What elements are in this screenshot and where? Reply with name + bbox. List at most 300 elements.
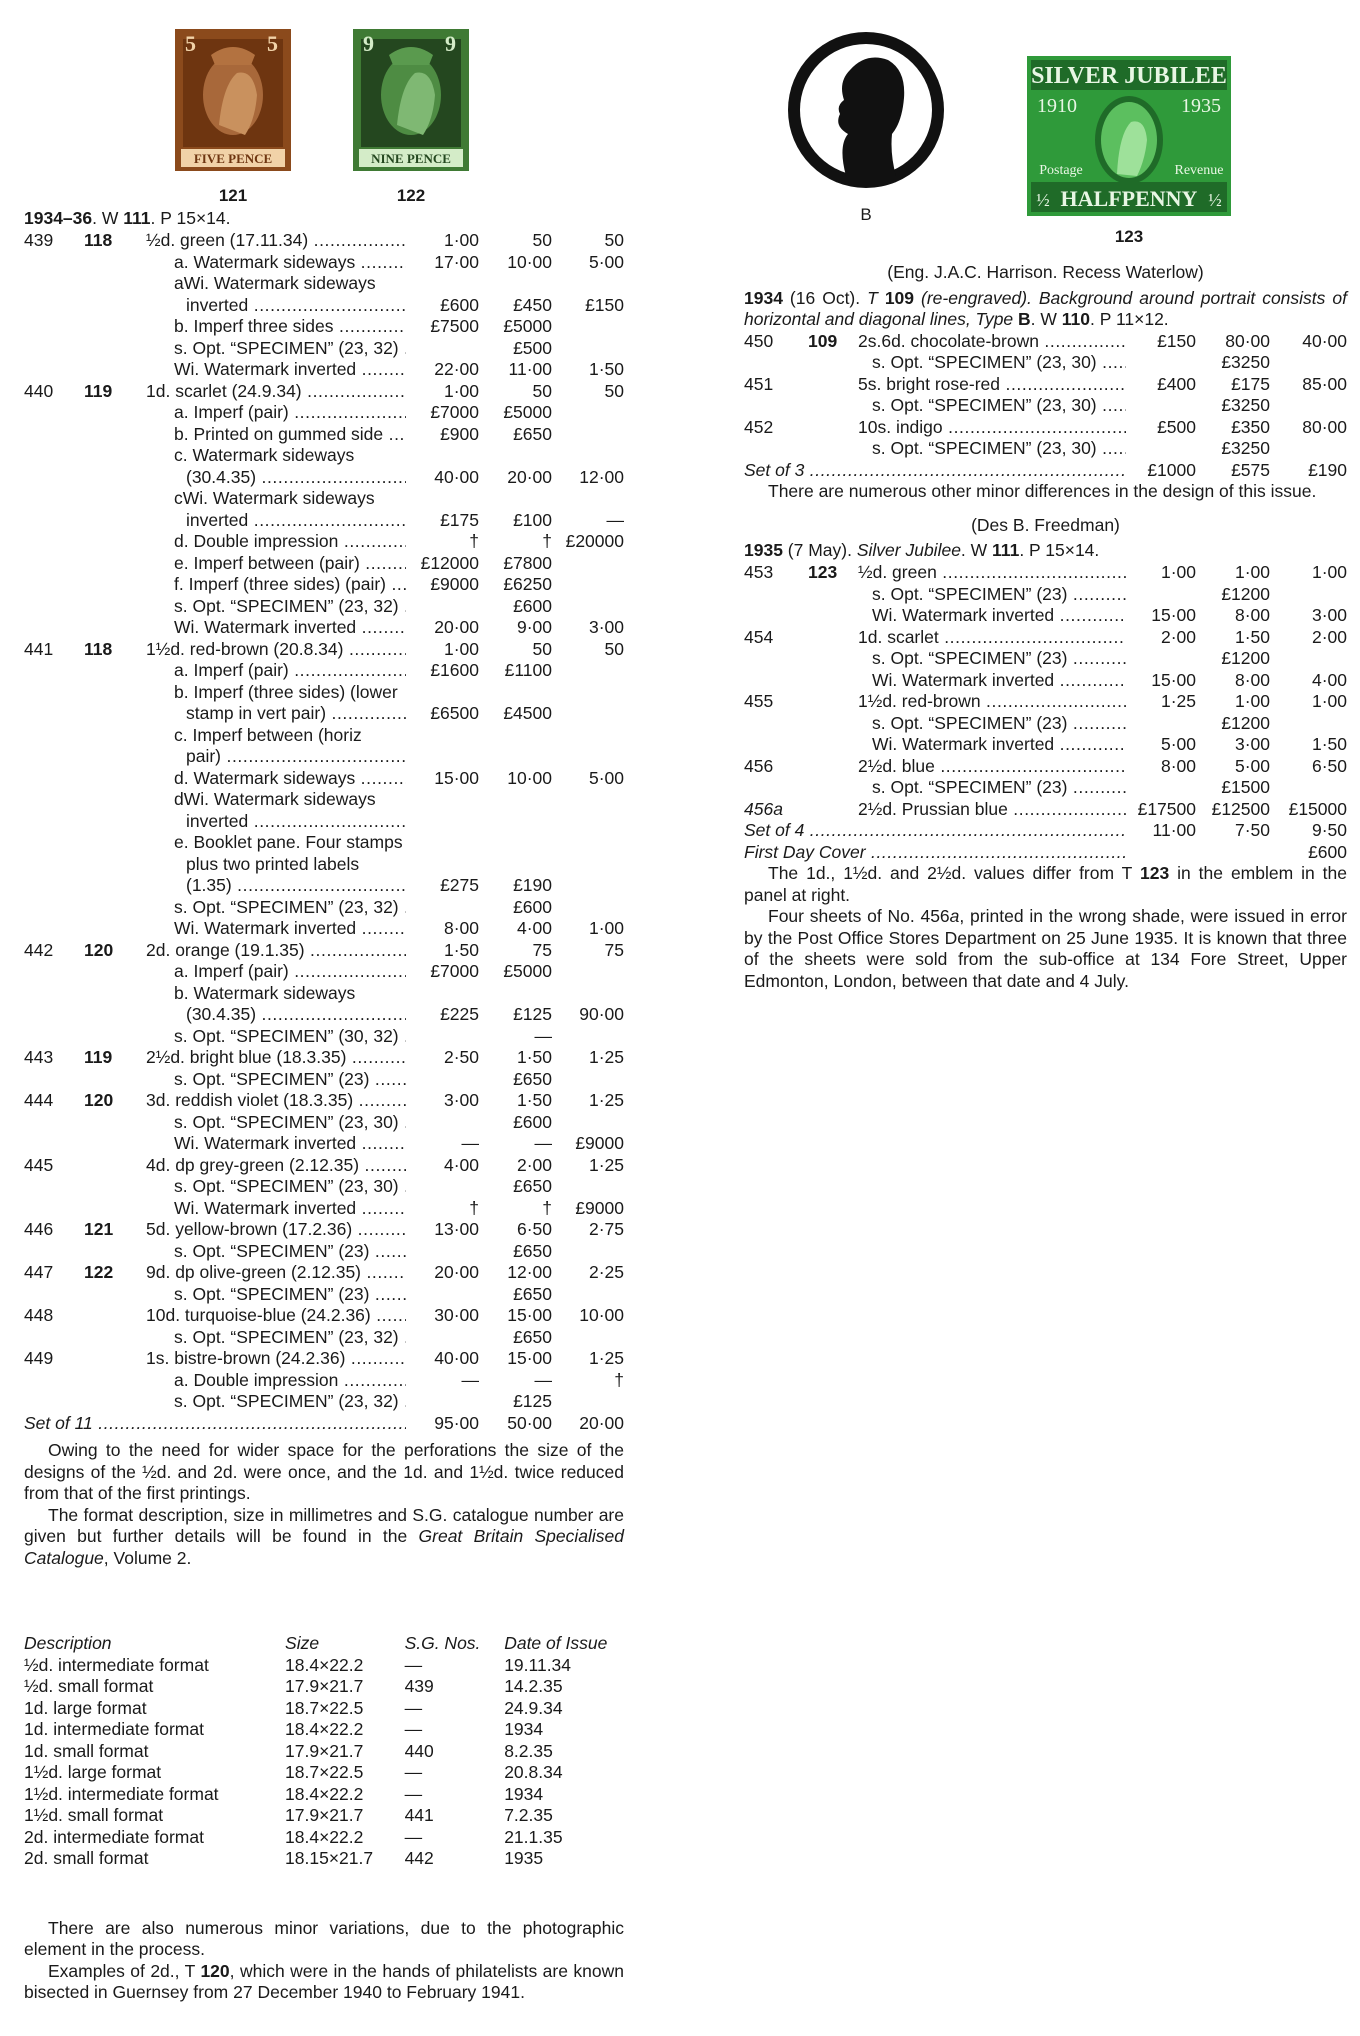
price-mint: 9·00 xyxy=(516,617,552,637)
listing-row xyxy=(24,703,624,725)
set-total-row xyxy=(744,820,1347,842)
price-mint: 3·00 xyxy=(1234,734,1270,754)
format-table-cell: 18.7×22.5 xyxy=(285,1697,364,1718)
listing-row xyxy=(24,1327,624,1349)
price-used: 2·25 xyxy=(588,1262,624,1282)
price-mint: — xyxy=(534,1133,552,1153)
note-emblem: The 1d., 1½d. and 2½d. values differ from T 123 in the emblem in the panel at right. xyxy=(744,863,1347,905)
format-table-cell: 439 xyxy=(404,1676,434,1696)
listing-row xyxy=(24,768,624,790)
price-unused: £225 xyxy=(440,1004,479,1024)
price-unused: 17·00 xyxy=(434,251,479,272)
item-description: a. Imperf (pair) ..... xyxy=(174,660,406,682)
price-mint: 75 xyxy=(532,939,552,960)
price-mint: £5000 xyxy=(503,961,552,981)
item-description: Wi. Watermark inverted ..... xyxy=(174,1198,406,1220)
type-number: 120 xyxy=(84,939,114,960)
listing-row xyxy=(24,1004,624,1026)
price-unused: 4·00 xyxy=(443,1154,479,1175)
format-table-row xyxy=(24,1762,624,1784)
item-description: pair) ..... xyxy=(186,746,406,768)
price-used: 10·00 xyxy=(579,1305,624,1325)
item-description: Wi. Watermark inverted ..... xyxy=(174,1133,406,1155)
price-mint: £5000 xyxy=(503,402,552,422)
format-table-cell: 24.9.34 xyxy=(504,1697,563,1718)
price-used: 50 xyxy=(604,380,624,401)
price-unused: £7000 xyxy=(430,961,479,981)
price-mint: £3250 xyxy=(1221,438,1270,458)
price-used: 9·50 xyxy=(1311,820,1347,840)
price-mint: 50 xyxy=(532,638,552,659)
catalogue-number: 440 xyxy=(24,380,54,401)
svg-text:Postage: Postage xyxy=(1039,163,1083,178)
listing-row xyxy=(24,381,624,403)
svg-text:1935: 1935 xyxy=(1181,95,1221,117)
format-table-cell: 441 xyxy=(404,1805,434,1825)
price-unused: 13·00 xyxy=(434,1219,479,1239)
format-table-cell: 19.11.34 xyxy=(504,1654,572,1675)
item-description: b. Watermark sideways xyxy=(174,982,356,1003)
item-description: s. Opt. “SPECIMEN” (23, 30) ..... xyxy=(174,1112,406,1134)
listing-row xyxy=(24,1133,624,1155)
format-table-cell: 7.2.35 xyxy=(504,1805,553,1825)
item-description: 1d. scarlet ..... xyxy=(858,627,1126,649)
svg-text:9: 9 xyxy=(363,31,374,56)
price-used: 40·00 xyxy=(1302,330,1347,351)
item-description: Wi. Watermark inverted ..... xyxy=(872,605,1126,627)
listing-row xyxy=(744,691,1347,713)
price-used: 1·25 xyxy=(588,1090,624,1110)
svg-text:½: ½ xyxy=(1208,190,1222,210)
svg-text:1910: 1910 xyxy=(1037,95,1077,117)
price-used: 50 xyxy=(604,230,624,250)
listing-row xyxy=(24,252,624,274)
item-description: a. Imperf (pair) ..... xyxy=(174,402,406,424)
price-mint: £4500 xyxy=(503,703,552,723)
item-description: 4d. dp grey-green (2.12.35) ..... xyxy=(146,1155,406,1177)
type-b-illustration xyxy=(786,26,946,225)
item-description: 1d. scarlet (24.9.34) ..... xyxy=(146,381,406,403)
price-unused: † xyxy=(469,531,479,551)
item-description: 10d. turquoise-blue (24.2.36) ..... xyxy=(146,1305,406,1327)
item-description: a. Imperf (pair) ..... xyxy=(174,961,406,983)
format-table-header: Date of Issue xyxy=(504,1633,608,1653)
price-used: £600 xyxy=(1308,841,1347,862)
catalogue-number: 439 xyxy=(24,230,54,250)
issue-heading-1934-36: 1934–36. W 111. P 15×14. xyxy=(24,208,231,228)
price-mint: £650 xyxy=(513,1326,552,1347)
set-total-row xyxy=(24,1413,624,1435)
item-description: s. Opt. “SPECIMEN” (23, 30) ..... xyxy=(174,1176,406,1198)
price-used: £9000 xyxy=(575,1133,624,1153)
format-table-cell: 1934 xyxy=(504,1783,544,1804)
set-total-row xyxy=(744,460,1347,482)
price-mint: £12500 xyxy=(1211,798,1270,819)
listing-row xyxy=(744,799,1347,821)
listing-row xyxy=(24,574,624,596)
price-unused: 20·00 xyxy=(434,617,479,637)
price-unused: £12000 xyxy=(420,552,479,573)
price-unused: 8·00 xyxy=(443,918,479,938)
price-used: 20·00 xyxy=(579,1412,624,1433)
listing-row xyxy=(744,756,1347,778)
price-unused: 1·25 xyxy=(1160,691,1196,711)
price-mint: — xyxy=(534,1025,552,1046)
price-used: 90·00 xyxy=(579,1004,624,1024)
item-description: Wi. Watermark inverted ..... xyxy=(872,734,1126,756)
listing-row xyxy=(24,918,624,940)
catalogue-number: 442 xyxy=(24,939,54,960)
item-description: f. Imperf (three sides) (pair) ..... xyxy=(174,574,406,596)
listing-row xyxy=(24,682,624,704)
format-table-row xyxy=(24,1848,624,1870)
set-label: Set of 4 ..... xyxy=(744,820,1126,842)
price-mint: 8·00 xyxy=(1234,669,1270,690)
price-mint: £650 xyxy=(513,1176,552,1196)
listing-row xyxy=(24,553,624,575)
item-description: stamp in vert pair) ..... xyxy=(186,703,406,725)
price-unused: 5·00 xyxy=(1160,734,1196,754)
item-description: b. Imperf three sides ..... xyxy=(174,316,406,338)
format-table-cell: 1935 xyxy=(504,1848,544,1868)
price-unused: £7000 xyxy=(430,402,479,422)
price-mint: 12·00 xyxy=(507,1262,552,1282)
listing-row xyxy=(744,374,1347,396)
svg-text:SILVER JUBILEE: SILVER JUBILEE xyxy=(1031,63,1227,89)
price-unused: £275 xyxy=(440,875,479,895)
listing-row xyxy=(24,1112,624,1134)
price-used: 80·00 xyxy=(1302,416,1347,437)
listing-row xyxy=(24,510,624,532)
listing-row xyxy=(24,1047,624,1069)
listing-row xyxy=(744,713,1347,735)
price-used: £150 xyxy=(585,294,624,315)
price-mint: 1·50 xyxy=(516,1090,552,1110)
price-mint: 1·00 xyxy=(1234,691,1270,711)
price-mint: 10·00 xyxy=(507,767,552,788)
left-stamp-illustrations xyxy=(24,20,624,208)
listing-row xyxy=(744,584,1347,606)
price-mint: 80·00 xyxy=(1225,330,1270,351)
listing-row xyxy=(744,438,1347,460)
type-number: 119 xyxy=(84,1047,113,1067)
price-used: £15000 xyxy=(1288,798,1347,819)
price-mint: £100 xyxy=(513,509,552,530)
listing-row xyxy=(24,617,624,639)
catalogue-number: 456 xyxy=(744,755,774,776)
price-mint: £650 xyxy=(513,423,552,444)
price-mint: £1200 xyxy=(1221,648,1270,668)
item-description: a. Watermark sideways ..... xyxy=(174,252,406,274)
listing-row xyxy=(24,1262,624,1284)
price-mint: 50 xyxy=(532,230,552,250)
format-table-cell: 1d. large format xyxy=(24,1697,147,1718)
price-mint: £1200 xyxy=(1221,583,1270,604)
item-description: e. Booklet pane. Four stamps xyxy=(174,832,403,852)
format-table-cell: 18.4×22.2 xyxy=(285,1654,364,1675)
listing-row xyxy=(24,897,624,919)
listing-row xyxy=(24,1155,624,1177)
type-number: 121 xyxy=(84,1219,114,1239)
price-unused: † xyxy=(469,1197,479,1218)
item-description: s. Opt. “SPECIMEN” (23, 32) ..... xyxy=(174,1391,406,1413)
price-mint: £125 xyxy=(513,1004,552,1024)
price-mint: 8·00 xyxy=(1234,605,1270,625)
item-description: 1½d. red-brown (20.8.34) ..... xyxy=(146,639,406,661)
price-mint: 6·50 xyxy=(516,1219,552,1239)
item-description: d. Double impression ..... xyxy=(174,531,406,553)
price-mint: £7800 xyxy=(503,552,552,573)
price-mint: † xyxy=(542,1197,552,1218)
format-table-cell: — xyxy=(404,1697,423,1718)
price-mint: £650 xyxy=(513,1068,552,1089)
listing-row xyxy=(24,1391,624,1413)
price-mint: 5·00 xyxy=(1234,755,1270,776)
price-used: 3·00 xyxy=(1311,605,1347,625)
price-mint: 50·00 xyxy=(507,1412,552,1433)
price-unused: 2·50 xyxy=(443,1047,479,1067)
format-table-cell: 8.2.35 xyxy=(504,1740,553,1761)
catalogue-number: 451 xyxy=(744,373,774,394)
price-unused: 22·00 xyxy=(434,359,479,379)
catalogue-number: 445 xyxy=(24,1154,54,1175)
format-table-cell: 18.15×21.7 xyxy=(285,1848,374,1868)
format-table-cell: 2d. small format xyxy=(24,1848,149,1868)
item-description: 2½d. blue ..... xyxy=(858,756,1126,778)
listing-row xyxy=(24,1069,624,1091)
catalogue-number: 454 xyxy=(744,626,774,647)
listing-row xyxy=(24,875,624,897)
stamp-figure-123 xyxy=(1026,56,1232,247)
listing-row xyxy=(24,531,624,553)
catalogue-number: 448 xyxy=(24,1305,54,1325)
stamp-image-five-pence xyxy=(171,25,295,175)
format-table-row xyxy=(24,1741,624,1763)
type-number: 118 xyxy=(84,638,113,659)
item-description: a. Double impression ..... xyxy=(174,1370,406,1392)
listing-row xyxy=(24,445,624,467)
price-used: 1·25 xyxy=(588,1348,624,1368)
item-description: (1.35) ..... xyxy=(186,875,406,897)
format-table-cell: 17.9×21.7 xyxy=(285,1805,364,1825)
type-number: 109 xyxy=(808,330,838,351)
set-label: Set of 11 ..... xyxy=(24,1413,406,1435)
listing-row xyxy=(744,331,1347,353)
price-mint: 10·00 xyxy=(507,251,552,272)
item-description: s. Opt. “SPECIMEN” (23, 32) ..... xyxy=(174,1327,406,1349)
format-table-cell: 18.7×22.5 xyxy=(285,1762,364,1782)
listing-row xyxy=(24,295,624,317)
price-mint: 11·00 xyxy=(508,359,552,379)
price-used: † xyxy=(614,1369,624,1390)
item-description: inverted ..... xyxy=(186,510,406,532)
catalogue-number: 456a xyxy=(744,798,783,819)
format-table-cell: 17.9×21.7 xyxy=(285,1676,364,1696)
listing-row xyxy=(744,417,1347,439)
svg-text:5: 5 xyxy=(185,31,196,56)
item-description: (30.4.35) ..... xyxy=(186,1004,406,1026)
item-description: plus two printed labels xyxy=(186,853,360,874)
price-used: 2·00 xyxy=(1311,626,1347,647)
svg-text:9: 9 xyxy=(445,31,456,56)
listing-row xyxy=(24,230,624,252)
price-unused: 95·00 xyxy=(434,1412,479,1433)
listing-row xyxy=(24,961,624,983)
stamp-figure-121 xyxy=(170,25,296,206)
format-table-row xyxy=(24,1719,624,1741)
format-table-cell: 17.9×21.7 xyxy=(285,1740,364,1761)
price-unused: £400 xyxy=(1157,373,1196,394)
price-mint: 1·00 xyxy=(1234,562,1270,582)
listing-row xyxy=(24,789,624,811)
catalogue-number: 443 xyxy=(24,1047,54,1067)
format-table-cell: 18.4×22.2 xyxy=(285,1826,364,1847)
price-unused: £150 xyxy=(1157,330,1196,351)
item-description: s. Opt. “SPECIMEN” (30, 32) ..... xyxy=(174,1026,406,1048)
price-unused: 15·00 xyxy=(1151,605,1196,625)
price-used: £9000 xyxy=(575,1197,624,1218)
stamp-caption: 123 xyxy=(1114,226,1144,246)
price-mint: £1500 xyxy=(1221,777,1270,797)
catalogue-number: 441 xyxy=(24,638,54,659)
catalogue-number: 453 xyxy=(744,562,774,582)
listing-row xyxy=(744,777,1347,799)
type-b-caption: B xyxy=(860,204,872,224)
price-mint: 1·50 xyxy=(1234,626,1270,647)
catalogue-number: 452 xyxy=(744,416,774,437)
listing-row xyxy=(744,734,1347,756)
listing-row xyxy=(24,424,624,446)
designer-credit: (Des B. Freedman) xyxy=(971,514,1120,535)
item-description: s. Opt. “SPECIMEN” (23) ..... xyxy=(872,777,1126,799)
format-table-cell: — xyxy=(404,1826,423,1847)
listing-row xyxy=(24,1241,624,1263)
stamp-caption: 122 xyxy=(396,185,426,205)
listing-row xyxy=(24,596,624,618)
price-mint: £600 xyxy=(513,595,552,616)
price-mint: £190 xyxy=(513,875,552,895)
listing-row xyxy=(24,359,624,381)
right-listing-1935 xyxy=(744,562,1347,863)
item-description: s. Opt. “SPECIMEN” (23) ..... xyxy=(174,1241,406,1263)
listing-row xyxy=(24,1026,624,1048)
listing-row xyxy=(744,395,1347,417)
engraver-credit: (Eng. J.A.C. Harrison. Recess Waterlow) xyxy=(887,262,1204,282)
price-mint: — xyxy=(534,1369,552,1390)
stamp-image-silver-jubilee xyxy=(1027,56,1231,216)
item-description: cWi. Watermark sideways xyxy=(174,488,375,508)
left-column xyxy=(24,20,624,2004)
item-description: 2d. orange (19.1.35) ..... xyxy=(146,940,406,962)
stamp-image-nine-pence xyxy=(349,25,473,175)
item-description: s. Opt. “SPECIMEN” (23, 32) ..... xyxy=(174,596,406,618)
format-table-cell: 442 xyxy=(404,1848,434,1868)
item-description: 2½d. Prussian blue ..... xyxy=(858,799,1126,821)
price-mint: £5000 xyxy=(503,316,552,336)
format-table-cell: 14.2.35 xyxy=(504,1676,563,1696)
price-used: 2·75 xyxy=(588,1219,624,1239)
price-used: 75 xyxy=(604,939,624,960)
item-description: s. Opt. “SPECIMEN” (23, 32) ..... xyxy=(174,338,406,360)
item-description: s. Opt. “SPECIMEN” (23, 30) ..... xyxy=(872,352,1126,374)
item-description: s. Opt. “SPECIMEN” (23) ..... xyxy=(872,713,1126,735)
format-table-cell: 18.4×22.2 xyxy=(285,1783,364,1804)
price-mint: £1200 xyxy=(1221,712,1270,733)
price-unused: £9000 xyxy=(430,574,479,594)
type-number: 122 xyxy=(84,1262,114,1282)
price-unused: 1·00 xyxy=(1160,562,1196,582)
price-mint: £1100 xyxy=(504,660,552,680)
price-unused: £600 xyxy=(440,294,479,315)
format-table-header: S.G. Nos. xyxy=(404,1633,481,1653)
format-table-header: Size xyxy=(285,1633,320,1653)
listing-row xyxy=(744,562,1347,584)
price-unused: 40·00 xyxy=(434,466,479,487)
note-minor-variations: There are also numerous minor variations, due to the photographic element in the process. xyxy=(24,1917,624,1959)
price-used: 5·00 xyxy=(588,767,624,788)
price-mint: £3250 xyxy=(1221,352,1270,372)
price-mint: 15·00 xyxy=(507,1348,552,1368)
type-number: 123 xyxy=(808,562,838,582)
listing-row xyxy=(24,1305,624,1327)
price-mint: £3250 xyxy=(1221,395,1270,415)
format-table-header: Description xyxy=(24,1633,112,1653)
format-table-cell: — xyxy=(404,1719,423,1739)
format-table-cell: 1934 xyxy=(504,1719,544,1739)
price-unused: — xyxy=(461,1369,479,1390)
format-table-cell: ½d. intermediate format xyxy=(24,1654,209,1675)
item-description: Wi. Watermark inverted ..... xyxy=(174,617,406,639)
format-table-cell: 1d. small format xyxy=(24,1740,149,1761)
price-unused: £1000 xyxy=(1147,459,1196,480)
format-table-cell: 440 xyxy=(404,1740,434,1761)
item-description: s. Opt. “SPECIMEN” (23) ..... xyxy=(174,1069,406,1091)
item-description: 10s. indigo ..... xyxy=(858,417,1126,439)
price-used: — xyxy=(606,509,624,530)
price-mint: 4·00 xyxy=(516,918,552,938)
type-number: 120 xyxy=(84,1090,114,1110)
item-description: b. Printed on gummed side ..... xyxy=(174,424,406,446)
price-mint: £125 xyxy=(513,1391,552,1411)
price-used: 12·00 xyxy=(579,466,624,487)
price-unused: — xyxy=(461,1133,479,1153)
format-table-cell: — xyxy=(404,1783,423,1804)
price-unused: £17500 xyxy=(1137,798,1196,819)
item-description: s. Opt. “SPECIMEN” (23, 32) ..... xyxy=(174,897,406,919)
price-unused: 1·00 xyxy=(443,638,479,659)
right-listing-1934 xyxy=(744,331,1347,482)
price-mint: £500 xyxy=(513,337,552,358)
listing-row xyxy=(24,488,624,510)
price-used: 4·00 xyxy=(1311,669,1347,690)
format-table-row xyxy=(24,1784,624,1806)
item-description: aWi. Watermark sideways xyxy=(174,273,376,293)
price-used: 6·50 xyxy=(1311,755,1347,776)
listing-row xyxy=(24,639,624,661)
price-used: 3·00 xyxy=(588,617,624,637)
item-description: 1s. bistre-brown (24.2.36) ..... xyxy=(146,1348,406,1370)
listing-row xyxy=(24,1176,624,1198)
price-unused: £6500 xyxy=(430,703,479,723)
listing-row xyxy=(24,273,624,295)
right-stamp-illustrations xyxy=(744,20,1347,246)
item-description: s. Opt. “SPECIMEN” (23) ..... xyxy=(872,584,1126,606)
item-description: ½d. green (17.11.34) ..... xyxy=(146,230,406,252)
item-description: b. Imperf (three sides) (lower xyxy=(174,681,398,702)
price-mint: £600 xyxy=(513,1111,552,1132)
format-table-cell: — xyxy=(404,1654,423,1675)
item-description: s. Opt. “SPECIMEN” (23) ..... xyxy=(174,1284,406,1306)
